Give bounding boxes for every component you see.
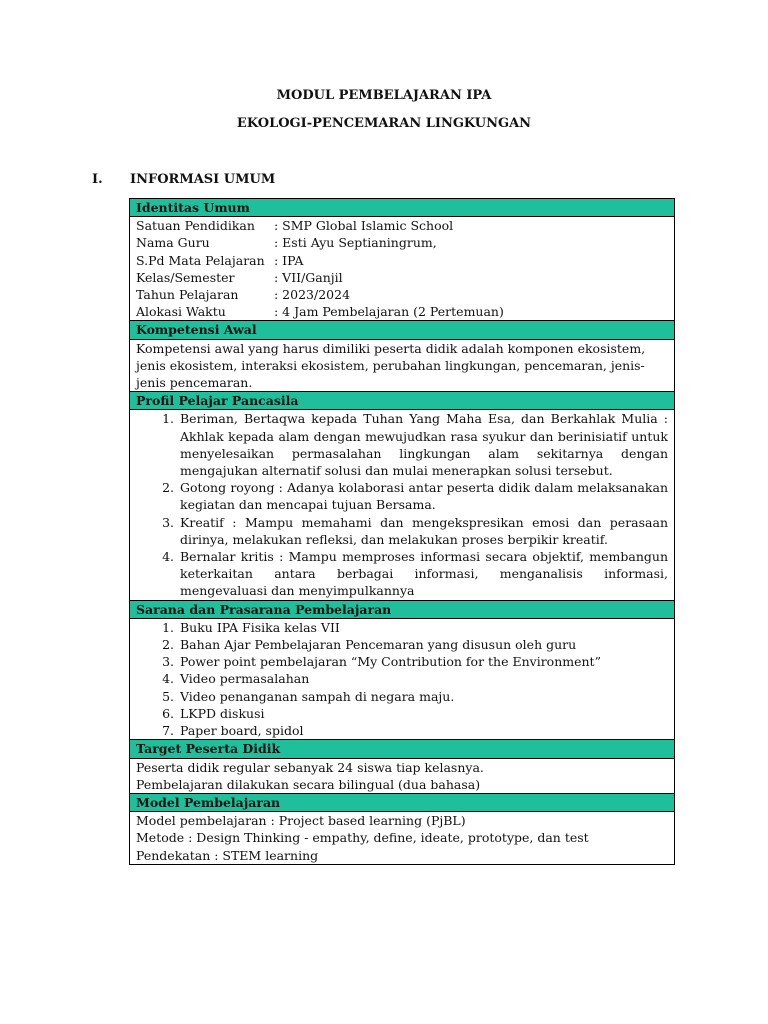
row-value: : VII/Ganjil [274,269,343,285]
list-item: 2. Gotong royong : Adanya kolaborasi antar peserta didik dalam melaksanakan kegiatan dan mencapai tujuan Bersama. [178,479,668,513]
sarana-header: Sarana dan Prasarana Pembelajaran [130,600,675,618]
row-key: Satuan Pendidikan [136,218,255,234]
section-heading [92,172,275,187]
list-item: 6. LKPD diskusi [178,705,668,722]
identitas-row [136,269,668,286]
row-value: : 2023/2024 [274,287,351,303]
model-body [130,812,675,865]
list-item: 4. Video permasalahan [178,670,668,687]
model-line: Model pembelajaran : Project based learning (PjBL) [136,813,466,829]
list-item: 2. Bahan Ajar Pembelajaran Pencemaran yang disusun oleh guru [178,636,668,653]
row-value: : SMP Global Islamic School [274,218,454,234]
list-item: 3. Kreatif : Mampu memahami dan mengekspresikan emosi dan perasaan dirinya, melakukan refleksi, dan melakukan proses berpikir kreatif. [178,514,668,548]
info-table [129,198,675,865]
document-title: MODUL PEMBELAJARAN IPA [276,88,492,103]
list-item: 5. Video penanganan sampah di negara maju. [178,688,668,705]
target-line: Pembelajaran dilakukan secara bilingual (dua bahasa) [136,776,481,792]
row-key: Kelas/Semester [136,269,235,285]
section-number: I. [92,172,103,187]
target-header: Target Peserta Didik [130,740,675,758]
target-body [130,758,675,793]
model-line: Metode : Design Thinking - empathy, define, ideate, prototype, dan test [136,830,589,846]
profil-list [158,410,668,599]
identitas-row [136,303,668,320]
list-item: 1. Beriman, Bertaqwa kepada Tuhan Yang Maha Esa, dan Berkahlak Mulia : Akhlak kepada alam dengan mewujudkan rasa syukur dan berinisiatif untuk menyelesaikan permasalahan lingkungan alam sekitarnya dengan mengajukan alternatif solusi dan mulai menerapkan solusi tersebut. [178,410,668,479]
row-value: : IPA [274,252,304,268]
row-key: Tahun Pelajaran [136,287,239,303]
list-item: 1. Buku IPA Fisika kelas VII [178,619,668,636]
row-key: Alokasi Waktu [136,304,226,320]
row-value: : Esti Ayu Septianingrum, [274,235,437,251]
identitas-row [136,234,668,251]
profil-header: Profil Pelajar Pancasila [130,392,675,410]
identitas-body [130,217,675,321]
list-item: 4. Bernalar kritis : Mampu memproses informasi secara objektif, membangun keterkaitan antara berbagai informasi, menganalisis informasi, mengevaluasi dan menyimpulkannya [178,548,668,600]
row-value: : 4 Jam Pembelajaran (2 Pertemuan) [274,304,504,320]
row-key: S.Pd Mata Pelajaran [136,252,265,268]
model-line: Pendekatan : STEM learning [136,847,319,863]
sarana-list [158,619,668,739]
row-key: Nama Guru [136,235,210,251]
sarana-body [130,618,675,739]
identitas-row [136,286,668,303]
identitas-row [136,217,668,234]
list-item: 7. Paper board, spidol [178,722,668,739]
identitas-header: Identitas Umum [130,199,675,217]
document-subtitle: EKOLOGI-PENCEMARAN LINGKUNGAN [236,116,532,131]
section-label: INFORMASI UMUM [130,172,276,187]
profil-body [130,410,675,600]
model-header: Model Pembelajaran [130,793,675,811]
identitas-row [136,252,668,269]
kompetensi-text: Kompetensi awal yang harus dimiliki peserta didik adalah komponen ekosistem, jenis ekosistem, interaksi ekosistem, perubahan lingkungan, pencemaran, jenis-jenis pencemaran. [130,339,675,392]
list-item: 3. Power point pembelajaran “My Contribution for the Environment” [178,653,668,670]
target-line: Peserta didik regular sebanyak 24 siswa tiap kelasnya. [136,759,484,775]
kompetensi-header: Kompetensi Awal [130,321,675,339]
